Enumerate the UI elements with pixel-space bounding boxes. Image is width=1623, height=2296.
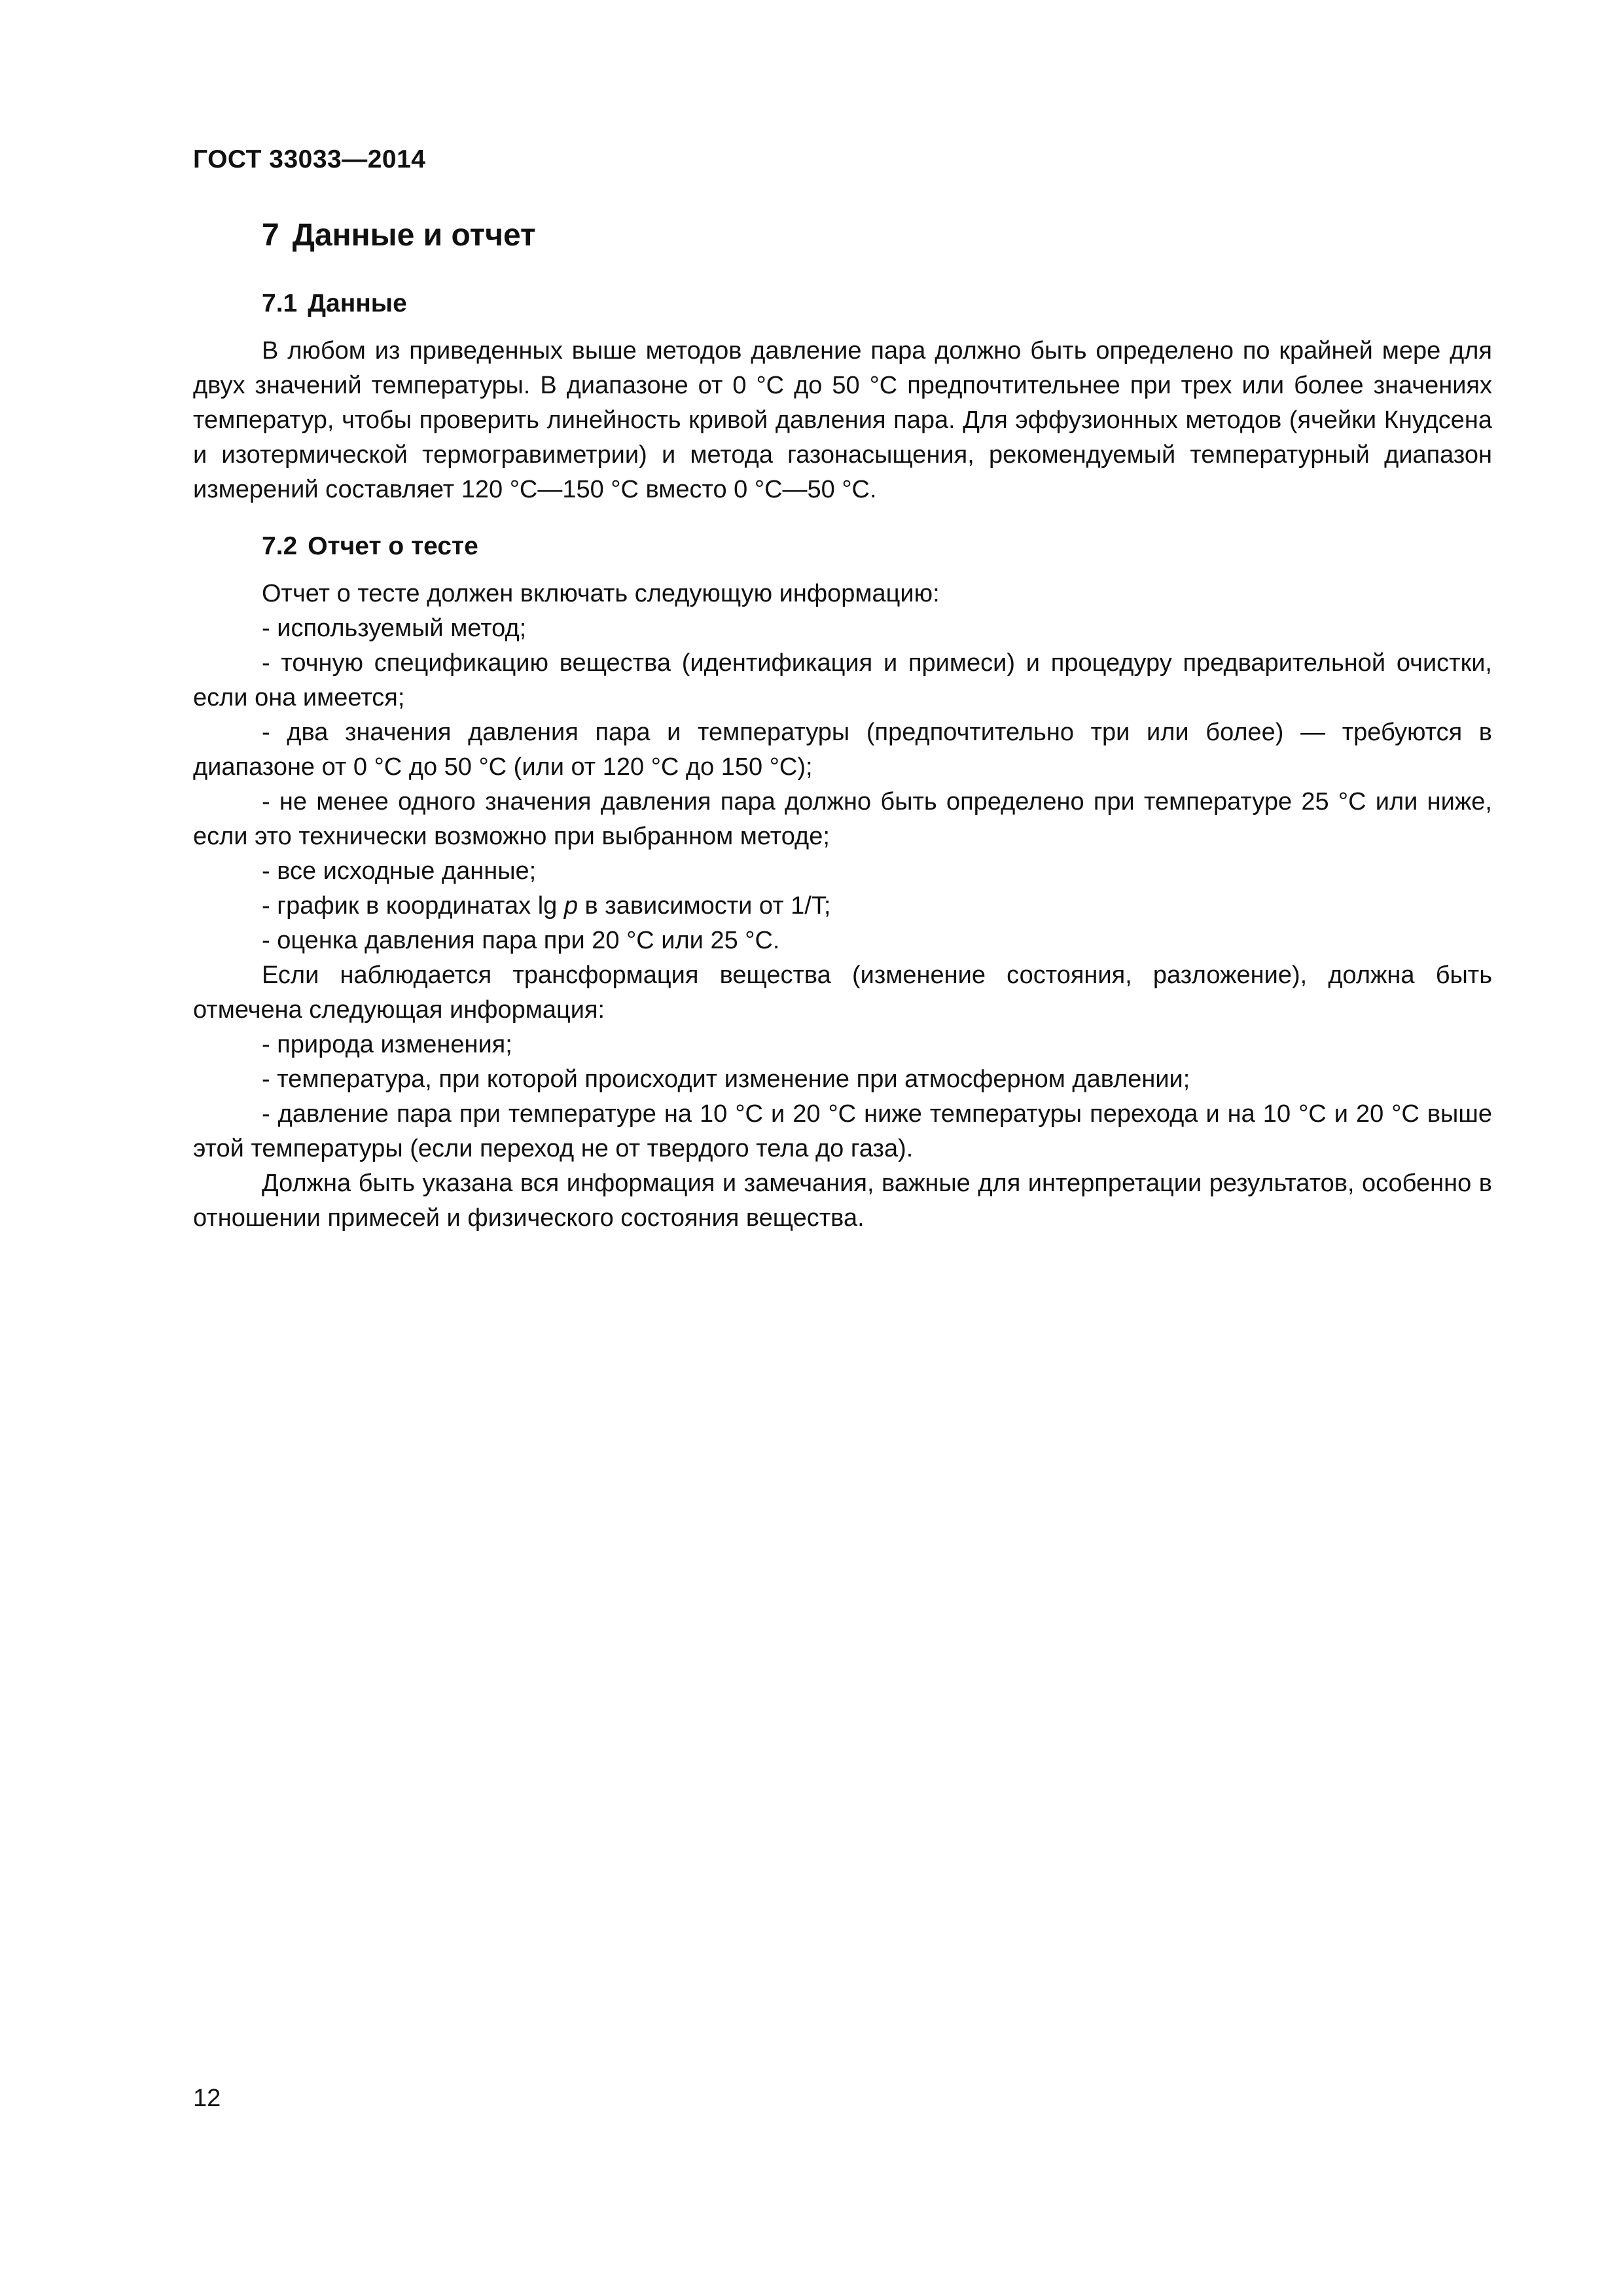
section-7-1-title: Данные <box>308 289 407 317</box>
transformation-intro: Если наблюдается трансформация вещества (изменение состояния, разложение), должна быть отмечена следующая информация: <box>193 961 1492 1024</box>
transformation-item-temperature: - температура, при которой происходит изменение при атмосферном давлении; <box>262 1066 1190 1093</box>
report-item-estimate: - оценка давления пара при 20 °С или 25 °С. <box>262 927 780 954</box>
section-7-2-title: Отчет о тесте <box>308 532 478 560</box>
standard-id-header: ГОСТ 33033—2014 <box>193 145 426 173</box>
transformation-item-pressure: - давление пара при температуре на 10 °С и 20 °С ниже температуры перехода и на 10 °С и 20 °С выше этой температуры (если переход не от твердого тела до газа). <box>193 1100 1492 1162</box>
transformation-item-nature: - природа изменения; <box>262 1031 512 1058</box>
graph-item-prefix: - график в координатах lg <box>262 892 564 920</box>
report-item-two-values: - два значения давления пара и температуры (предпочтительно три или более) — требуются в диапазоне от 0 °С до 50 °С (или от 120 °С до 150 °С); <box>193 719 1492 781</box>
page-content <box>193 216 1492 1236</box>
section-7-title: Данные и отчет <box>292 218 536 253</box>
page-number: 12 <box>193 2085 221 2112</box>
report-intro: Отчет о тесте должен включать следующую информацию: <box>262 580 940 607</box>
graph-item-suffix: в зависимости от 1/T; <box>577 892 831 920</box>
section-7-heading <box>262 216 1492 255</box>
section-7-number: 7 <box>262 218 279 253</box>
report-item-raw-data: - все исходные данные; <box>262 857 537 885</box>
section-7-2-number: 7.2 <box>262 532 298 560</box>
section-7-1-paragraph: В любом из приведенных выше методов давление пара должно быть определено по крайней мере для двух значений температуры. В диапазоне от 0 °С до 50 °С предпочтительнее при трех или более значениях температур, чтобы проверить линейность кривой давления пара. Для эффузионных методов (ячейки Кнудсена и изотермической термогравиметрии) и метода газонасыщения, рекомендуемый температурный диапазон измерений составляет 120 °С—150 °С вместо 0 °С—50 °С. <box>193 337 1492 503</box>
closing-paragraph: Должна быть указана вся информация и замечания, важные для интерпретации результатов, особенно в отношении примесей и физического состояния вещества. <box>193 1170 1492 1232</box>
report-item-specification: - точную спецификацию вещества (идентификация и примеси) и процедуру предварительной очистки, если она имеется; <box>193 649 1492 711</box>
report-item-25c: - не менее одного значения давления пара должно быть определено при температуре 25 °С или ниже, если это технически возможно при выбранном методе; <box>193 788 1492 850</box>
graph-item-variable: p <box>563 892 578 920</box>
report-item-graph <box>193 889 1492 924</box>
section-7-1-number: 7.1 <box>262 289 298 317</box>
report-item-method: - используемый метод; <box>262 615 527 642</box>
section-7-2-heading <box>262 529 1492 564</box>
section-7-1-heading <box>262 287 1492 321</box>
